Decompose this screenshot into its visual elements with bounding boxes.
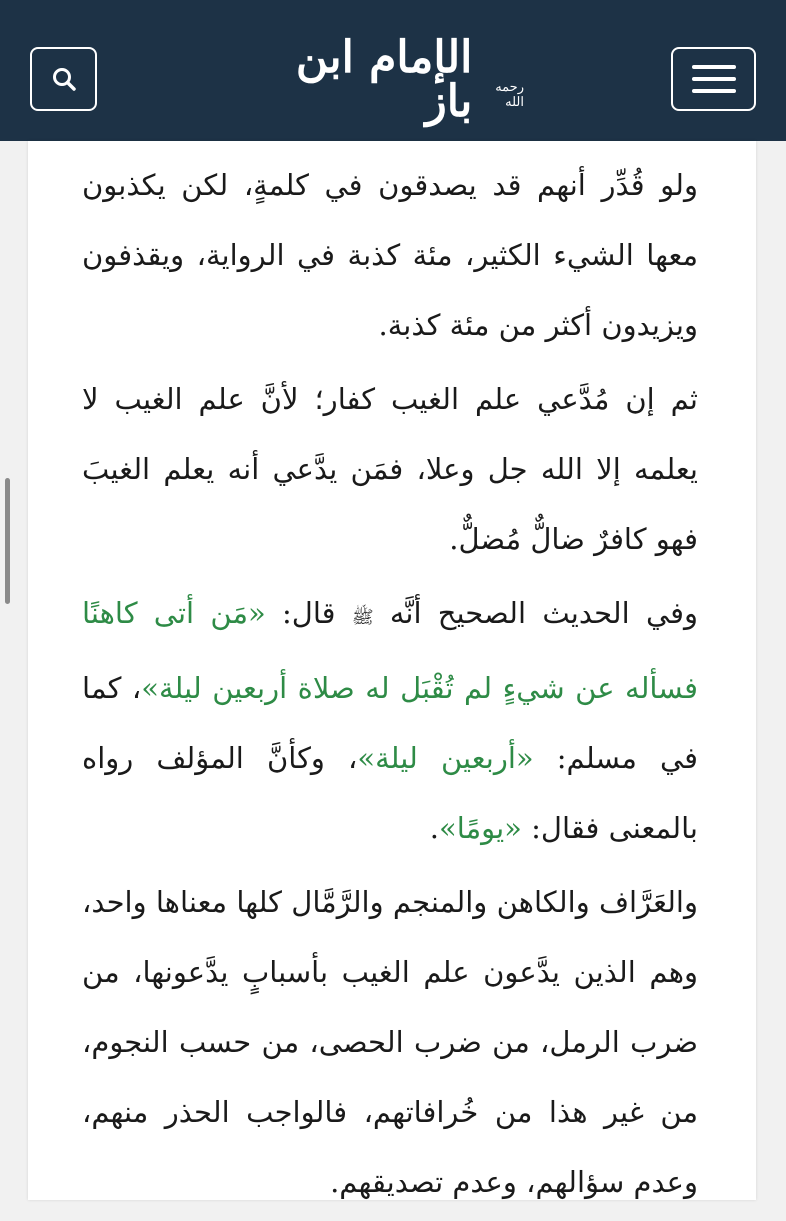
top-header (0, 0, 786, 141)
logo-subtext: رحمه الله (495, 80, 524, 110)
site-logo[interactable] (262, 32, 524, 127)
paragraph-1: ولو قُدِّر أنهم قد يصدقون في كلمةٍ، لكن يكذبون معها الشيء الكثير، مئة كذبة في الرواية، ويقذفون ويزيدون أكثر من مئة كذبة. (82, 168, 698, 342)
menu-button[interactable] (671, 47, 756, 111)
scrollbar-thumb[interactable] (5, 478, 10, 604)
paragraph-3-part-b: قال: (265, 596, 352, 630)
paragraph-4: والعَرَّاف والكاهن والمنجم والرَّمَّال كلها معناها واحد، وهم الذين يدَّعون علم الغيب بأسبابٍ يدَّعونها، من ضرب الرمل، من ضرب الحصى، من حسب النجوم، من غير هذا من خُرافاتهم، فالواجب الحذر منهم، وعدم سؤالهم، وعدم تصديقهم. (82, 885, 698, 1199)
search-icon (51, 66, 77, 92)
hadith-quote-day: «يومًا» (439, 811, 522, 845)
hadith-quote-muslim: «أربعين ليلة» (357, 741, 534, 775)
paragraph-2: ثم إن مُدَّعي علم الغيب كفار؛ لأنَّ علم الغيب لا يعلمه إلا الله جل وعلا، فمَن يدَّعي أنه يعلم الغيبَ فهو كافرٌ ضالٌّ مُضلٌّ. (82, 382, 698, 556)
salawat-glyph: ﷺ (351, 607, 374, 628)
paragraph-3-part-e: . (429, 811, 439, 845)
logo-text: الإمام ابن باز (295, 32, 473, 127)
paragraph-3-part-a: وفي الحديث الصحيح أنَّه (389, 596, 699, 630)
paragraph-3-part-c: ، كما في مسلم: (82, 671, 698, 775)
paragraph-3-part-d: ، وكأنَّ المؤلف رواه بالمعنى فقال: (82, 741, 698, 845)
hamburger-menu-icon (692, 64, 736, 94)
paragraph-3 (82, 578, 698, 863)
hadith-quote: «مَن أتى كاهنًا فسأله عن شيءٍ لم تُقْبَل له صلاة أربعين ليلة» (82, 596, 698, 705)
article-body (82, 150, 698, 1221)
search-button[interactable] (30, 47, 97, 111)
